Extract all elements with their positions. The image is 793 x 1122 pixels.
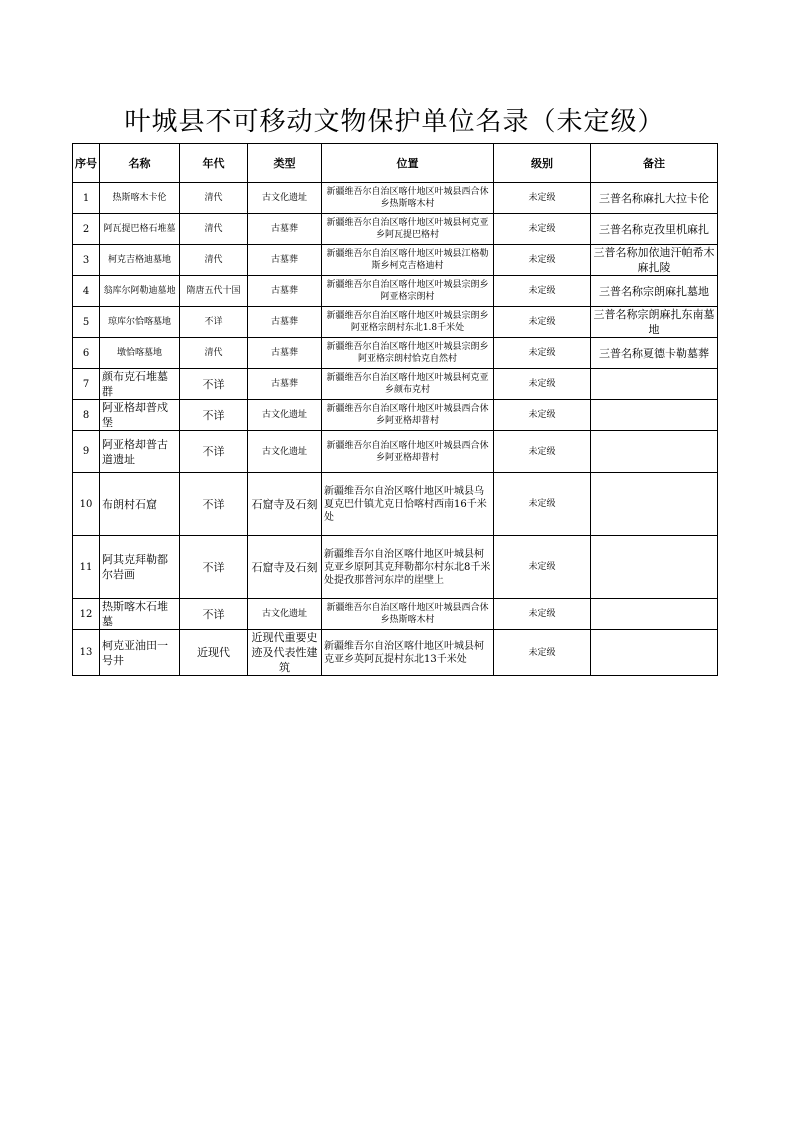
cell-location: 新疆维吾尔自治区喀什地区叶城县宗朗乡阿亚格宗朗村 [322, 276, 494, 307]
cell-type: 古文化遗址 [248, 400, 322, 431]
cell-location: 新疆维吾尔自治区喀什地区叶城县西合休乡热斯喀木村 [322, 183, 494, 214]
cell-location: 新疆维吾尔自治区喀什地区叶城县西合休乡阿亚格却普村 [322, 431, 494, 473]
cell-location: 新疆维吾尔自治区喀什地区叶城县西合休乡热斯喀木村 [322, 599, 494, 630]
cell-era: 不详 [180, 307, 248, 338]
cell-level: 未定级 [494, 338, 591, 369]
cell-name: 阿亚格却普戍堡 [100, 400, 180, 431]
cell-note [591, 599, 718, 630]
table-row [73, 431, 718, 473]
cell-note: 三普名称麻扎大拉卡伦 [591, 183, 718, 214]
cell-location: 新疆维吾尔自治区喀什地区叶城县宗朗乡阿亚格宗朗村东北1.8千米处 [322, 307, 494, 338]
cell-note: 三普名称克孜里机麻扎 [591, 214, 718, 245]
cell-location: 新疆维吾尔自治区喀什地区叶城县西合休乡阿亚格却普村 [322, 400, 494, 431]
cell-no: 5 [73, 307, 100, 338]
cell-name: 阿瓦提巴格石堆墓 [100, 214, 180, 245]
cell-location: 新疆维吾尔自治区喀什地区叶城县乌夏克巴什镇尤克日恰喀村西南16千米处 [322, 473, 494, 536]
header-note: 备注 [591, 144, 718, 183]
cell-era: 不详 [180, 473, 248, 536]
cell-level: 未定级 [494, 183, 591, 214]
cell-no: 10 [73, 473, 100, 536]
cell-location: 新疆维吾尔自治区喀什地区叶城县柯克亚乡颜布克村 [322, 369, 494, 400]
cell-level: 未定级 [494, 536, 591, 599]
table-row [73, 214, 718, 245]
table-row [73, 338, 718, 369]
cell-type: 古墓葬 [248, 338, 322, 369]
header-level: 级别 [494, 144, 591, 183]
cell-note: 三普名称加依迪汗帕希木麻扎陵 [591, 245, 718, 276]
cell-type: 古墓葬 [248, 307, 322, 338]
cell-level: 未定级 [494, 245, 591, 276]
cell-note [591, 369, 718, 400]
cell-level: 未定级 [494, 630, 591, 676]
cell-name: 墩恰喀墓地 [100, 338, 180, 369]
heritage-table [72, 143, 718, 676]
cell-level: 未定级 [494, 214, 591, 245]
cell-era: 清代 [180, 183, 248, 214]
cell-type: 古文化遗址 [248, 183, 322, 214]
cell-name: 琼库尔恰喀墓地 [100, 307, 180, 338]
cell-era: 清代 [180, 214, 248, 245]
table-row [73, 473, 718, 536]
cell-type: 石窟寺及石刻 [248, 536, 322, 599]
cell-level: 未定级 [494, 307, 591, 338]
table-row [73, 400, 718, 431]
cell-location: 新疆维吾尔自治区喀什地区叶城县宗朗乡阿亚格宗朗村恰克自然村 [322, 338, 494, 369]
table-row [73, 599, 718, 630]
header-no: 序号 [73, 144, 100, 183]
header-name: 名称 [100, 144, 180, 183]
cell-location: 新疆维吾尔自治区喀什地区叶城县柯克亚乡阿瓦提巴格村 [322, 214, 494, 245]
cell-type: 古墓葬 [248, 245, 322, 276]
header-location: 位置 [322, 144, 494, 183]
cell-name: 颜布克石堆墓群 [100, 369, 180, 400]
cell-name: 阿亚格却普古道遗址 [100, 431, 180, 473]
cell-name: 柯克亚油田一号井 [100, 630, 180, 676]
cell-note: 三普名称宗朗麻扎墓地 [591, 276, 718, 307]
cell-no: 2 [73, 214, 100, 245]
cell-note [591, 400, 718, 431]
cell-location: 新疆维吾尔自治区喀什地区叶城县江格勒斯乡柯克吉格迪村 [322, 245, 494, 276]
cell-era: 清代 [180, 338, 248, 369]
cell-type: 石窟寺及石刻 [248, 473, 322, 536]
cell-era: 不详 [180, 536, 248, 599]
cell-no: 3 [73, 245, 100, 276]
cell-no: 8 [73, 400, 100, 431]
cell-name: 布朗村石窟 [100, 473, 180, 536]
cell-era: 近现代 [180, 630, 248, 676]
cell-era: 不详 [180, 599, 248, 630]
cell-era: 不详 [180, 431, 248, 473]
table-row [73, 276, 718, 307]
table-row [73, 536, 718, 599]
cell-no: 11 [73, 536, 100, 599]
cell-location: 新疆维吾尔自治区喀什地区叶城县柯克亚乡英阿瓦提村东北13千米处 [322, 630, 494, 676]
cell-era: 不详 [180, 400, 248, 431]
cell-level: 未定级 [494, 599, 591, 630]
cell-no: 7 [73, 369, 100, 400]
table-row [73, 369, 718, 400]
cell-name: 阿其克拜勒都尔岩画 [100, 536, 180, 599]
cell-level: 未定级 [494, 369, 591, 400]
cell-level: 未定级 [494, 276, 591, 307]
table-row [73, 245, 718, 276]
cell-note [591, 431, 718, 473]
header-era: 年代 [180, 144, 248, 183]
cell-type: 古文化遗址 [248, 431, 322, 473]
header-type: 类型 [248, 144, 322, 183]
cell-location: 新疆维吾尔自治区喀什地区叶城县柯克亚乡原阿其克拜勒都尔村东北8千米处提孜那普河东岸的崖壁上 [322, 536, 494, 599]
cell-no: 4 [73, 276, 100, 307]
cell-level: 未定级 [494, 400, 591, 431]
cell-level: 未定级 [494, 431, 591, 473]
cell-era: 不详 [180, 369, 248, 400]
cell-note: 三普名称宗朗麻扎东南墓地 [591, 307, 718, 338]
cell-type: 古文化遗址 [248, 599, 322, 630]
cell-no: 9 [73, 431, 100, 473]
cell-era: 隋唐五代十国 [180, 276, 248, 307]
cell-name: 翁库尔阿勒迪墓地 [100, 276, 180, 307]
cell-name: 热斯喀木石堆墓 [100, 599, 180, 630]
cell-no: 6 [73, 338, 100, 369]
cell-name: 热斯喀木卡伦 [100, 183, 180, 214]
table-row [73, 630, 718, 676]
cell-type: 近现代重要史迹及代表性建筑 [248, 630, 322, 676]
cell-type: 古墓葬 [248, 369, 322, 400]
table-row [73, 307, 718, 338]
table-row [73, 183, 718, 214]
cell-no: 12 [73, 599, 100, 630]
cell-note: 三普名称夏德卡勒墓葬 [591, 338, 718, 369]
cell-note [591, 630, 718, 676]
cell-era: 清代 [180, 245, 248, 276]
cell-level: 未定级 [494, 473, 591, 536]
cell-type: 古墓葬 [248, 276, 322, 307]
cell-no: 1 [73, 183, 100, 214]
cell-no: 13 [73, 630, 100, 676]
cell-note [591, 536, 718, 599]
page-title: 叶城县不可移动文物保护单位名录（未定级） [124, 107, 665, 137]
cell-note [591, 473, 718, 536]
cell-type: 古墓葬 [248, 214, 322, 245]
cell-name: 柯克吉格迪墓地 [100, 245, 180, 276]
table-header-row [73, 144, 718, 183]
